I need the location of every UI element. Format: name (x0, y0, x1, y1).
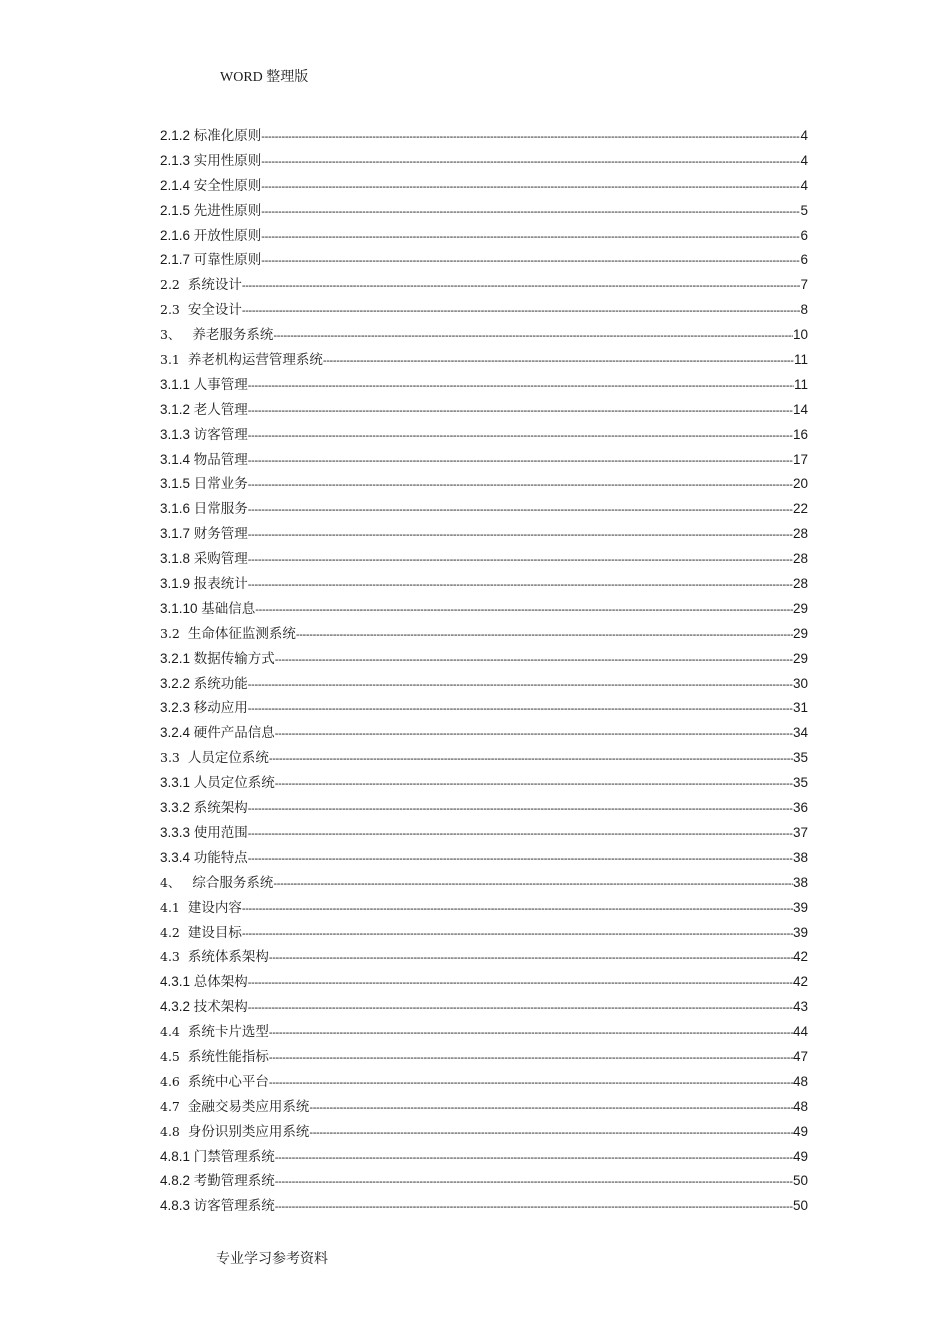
toc-entry-label (160, 1120, 309, 1140)
toc-entry-title: 数据传输方式 (193, 650, 275, 667)
toc-entry[interactable] (160, 572, 808, 597)
toc-leader-dashes (261, 255, 800, 267)
toc-entry-title: 养老服务系统 (192, 327, 274, 344)
toc-entry-title: 系统设计 (187, 277, 242, 294)
toc-entry-label (160, 597, 255, 617)
toc-leader-dashes (248, 703, 793, 715)
toc-entry-page-number: 35 (792, 775, 808, 791)
toc-entry-page-number: 28 (792, 526, 808, 542)
toc-entry-title: 开放性原则 (193, 227, 262, 244)
toc-entry-label (160, 846, 248, 866)
toc-entry-label (160, 1070, 269, 1090)
toc-entry[interactable] (160, 273, 808, 298)
toc-leader-dashes (248, 380, 794, 392)
toc-entry-number: 3.3.3 (160, 824, 194, 840)
toc-leader-dashes (261, 131, 800, 143)
toc-entry[interactable] (160, 348, 808, 373)
toc-entry-label (160, 448, 248, 468)
toc-entry[interactable] (160, 896, 808, 921)
toc-entry-page-number: 49 (792, 1123, 808, 1139)
toc-entry-page-number: 47 (792, 1048, 808, 1064)
toc-entry-number: 3.3.4 (160, 849, 194, 865)
toc-entry-number: 4.3.1 (160, 974, 194, 990)
toc-leader-dashes (248, 405, 793, 417)
toc-entry-title: 访客管理系统 (193, 1198, 275, 1215)
toc-entry-page-number: 38 (792, 849, 808, 865)
toc-leader-dashes (296, 629, 793, 641)
toc-entry-label (160, 298, 242, 318)
toc-entry-title: 总体架构 (193, 974, 248, 991)
toc-entry-label (160, 771, 275, 791)
toc-entry-page-number: 42 (792, 974, 808, 990)
toc-leader-dashes (275, 778, 793, 790)
toc-entry-number: 4.4 (160, 1024, 188, 1040)
toc-entry-page-number: 42 (792, 949, 808, 965)
toc-entry-title: 建设内容 (187, 899, 242, 916)
toc-entry-number: 3.1.3 (160, 426, 194, 442)
toc-entry-number: 4.8.3 (160, 1198, 194, 1214)
toc-entry[interactable] (160, 746, 808, 771)
toc-entry-page-number: 17 (792, 451, 808, 467)
toc-entry-label (160, 423, 248, 443)
toc-entry-number: 4.1 (160, 899, 188, 915)
toc-entry-label (160, 696, 248, 716)
toc-leader-dashes (242, 928, 793, 940)
toc-entry-number: 4.3 (160, 949, 188, 965)
toc-leader-dashes (275, 728, 793, 740)
toc-entry[interactable] (160, 1070, 808, 1095)
toc-entry-title: 安全性原则 (193, 177, 262, 194)
toc-entry-label (160, 124, 261, 144)
toc-leader-dashes (269, 952, 793, 964)
toc-entry-title: 门禁管理系统 (193, 1148, 275, 1165)
toc-entry-number: 3.2.1 (160, 650, 194, 666)
toc-entry-page-number: 50 (792, 1198, 808, 1214)
toc-entry-title: 生命体征监测系统 (187, 625, 296, 642)
toc-entry-number: 4.2 (160, 924, 188, 940)
toc-entry[interactable] (160, 497, 808, 522)
toc-entry-label (160, 821, 248, 841)
toc-entry-label (160, 970, 248, 990)
toc-entry-label (160, 746, 269, 766)
toc-entry-number: 4.8.1 (160, 1148, 194, 1164)
toc-entry-number: 2.1.5 (160, 202, 194, 218)
toc-entry-page-number: 14 (792, 401, 808, 417)
toc-entry[interactable] (160, 1120, 808, 1145)
toc-entry-page-number: 49 (792, 1148, 808, 1164)
toc-entry-page-number: 4 (800, 128, 808, 143)
toc-entry-title: 可靠性原则 (193, 252, 262, 269)
toc-entry-label (160, 273, 242, 293)
toc-leader-dashes (248, 1002, 793, 1014)
toc-entry-title: 人员定位系统 (187, 750, 269, 767)
toc-entry-title: 金融交易类应用系统 (187, 1098, 310, 1115)
toc-entry[interactable] (160, 174, 808, 199)
toc-entry[interactable] (160, 1095, 808, 1120)
toc-entry-number: 3.1.7 (160, 526, 194, 542)
toc-entry-title: 系统卡片选型 (187, 1024, 269, 1041)
toc-entry-title: 人员定位系统 (193, 775, 275, 792)
toc-entry-number: 3.3.1 (160, 775, 194, 791)
toc-leader-dashes (261, 231, 800, 243)
toc-entry-label (160, 1169, 275, 1189)
toc-entry-number: 4.7 (160, 1098, 188, 1114)
toc-entry-number: 3.1.10 (160, 600, 202, 616)
toc-entry[interactable] (160, 846, 808, 871)
toc-entry-number: 2.1.3 (160, 152, 194, 168)
toc-entry-label (160, 373, 248, 393)
toc-entry-number: 3.1.2 (160, 401, 194, 417)
toc-entry-number: 3.1.5 (160, 476, 194, 492)
toc-entry-label (160, 1095, 309, 1115)
toc-leader-dashes (242, 305, 801, 317)
toc-entry-label (160, 472, 248, 492)
toc-entry[interactable] (160, 970, 808, 995)
toc-entry-title: 物品管理 (193, 451, 248, 468)
toc-entry-title: 安全设计 (187, 302, 242, 319)
toc-entry-title: 身份识别类应用系统 (187, 1123, 310, 1140)
toc-entry-page-number: 38 (792, 874, 808, 890)
toc-entry-title: 技术架构 (193, 999, 248, 1016)
toc-entry-page-number: 28 (792, 551, 808, 567)
toc-entry-page-number: 6 (800, 252, 808, 268)
toc-entry-label (160, 672, 248, 692)
toc-entry-page-number: 6 (800, 227, 808, 243)
toc-leader-dashes (275, 1152, 793, 1164)
toc-entry-title: 系统功能 (193, 675, 248, 692)
toc-entry-label (160, 622, 296, 642)
toc-leader-dashes (248, 679, 793, 691)
toc-entry-label (160, 199, 261, 219)
toc-leader-dashes (255, 604, 793, 616)
toc-leader-dashes (309, 1127, 793, 1139)
toc-entry[interactable] (160, 771, 808, 796)
toc-entry[interactable] (160, 472, 808, 497)
table-of-contents (160, 124, 808, 1219)
toc-leader-dashes (242, 280, 801, 292)
toc-entry-title: 日常服务 (193, 501, 248, 518)
toc-leader-dashes (248, 579, 793, 591)
toc-entry-title: 先进性原则 (193, 202, 262, 219)
toc-entry[interactable] (160, 224, 808, 249)
toc-entry[interactable] (160, 423, 808, 448)
toc-entry-title: 人事管理 (193, 376, 248, 393)
toc-entry[interactable] (160, 1169, 808, 1194)
toc-entry-number: 3.1 (160, 352, 188, 368)
toc-entry[interactable] (160, 323, 808, 348)
toc-leader-dashes (248, 479, 793, 491)
toc-entry-page-number: 10 (792, 327, 808, 343)
toc-entry-page-number: 8 (800, 302, 808, 318)
toc-entry-page-number: 4 (800, 152, 808, 168)
toc-entry-page-number: 4 (800, 177, 808, 193)
toc-entry[interactable] (160, 921, 808, 946)
toc-entry[interactable] (160, 398, 808, 423)
toc-entry-label (160, 796, 248, 816)
toc-entry-page-number: 48 (792, 1098, 808, 1114)
toc-entry-label (160, 647, 275, 667)
toc-entry-label (160, 1020, 269, 1040)
toc-entry-number: 4.3.2 (160, 999, 194, 1015)
toc-entry-number: 3.2.4 (160, 725, 194, 741)
toc-entry-page-number: 43 (792, 999, 808, 1015)
toc-entry-label (160, 1145, 275, 1165)
toc-leader-dashes (248, 504, 793, 516)
page-footer: 专业学习参考资料 (216, 1251, 328, 1267)
toc-entry-title: 实用性原则 (193, 152, 262, 169)
toc-entry-label (160, 248, 261, 268)
toc-entry-title: 养老机构运营管理系统 (187, 352, 323, 369)
toc-entry[interactable] (160, 871, 808, 896)
toc-entry-title: 建设目标 (187, 924, 242, 941)
toc-leader-dashes (261, 206, 800, 218)
toc-entry-title: 使用范围 (193, 824, 248, 841)
toc-entry[interactable] (160, 248, 808, 273)
toc-leader-dashes (273, 878, 793, 890)
toc-entry[interactable] (160, 696, 808, 721)
toc-leader-dashes (273, 330, 793, 342)
toc-leader-dashes (248, 430, 793, 442)
toc-leader-dashes (269, 1027, 793, 1039)
toc-entry-page-number: 11 (793, 352, 808, 368)
toc-leader-dashes (269, 753, 793, 765)
toc-leader-dashes (248, 803, 793, 815)
toc-entry-label (160, 323, 273, 343)
toc-entry-number: 2.1.7 (160, 252, 194, 268)
toc-entry-number: 4.8 (160, 1123, 188, 1139)
toc-entry-label (160, 945, 269, 965)
toc-entry-page-number: 7 (800, 277, 808, 293)
toc-entry-label (160, 547, 248, 567)
toc-entry-number: 3.2.3 (160, 700, 194, 716)
toc-entry-number: 3.1.6 (160, 501, 194, 517)
toc-entry[interactable] (160, 124, 808, 149)
toc-entry[interactable] (160, 721, 808, 746)
toc-entry[interactable] (160, 995, 808, 1020)
toc-entry-number: 2.1.6 (160, 227, 194, 243)
toc-entry-number: 3.2.2 (160, 675, 194, 691)
toc-entry[interactable] (160, 796, 808, 821)
toc-entry-page-number: 39 (792, 899, 808, 915)
toc-entry-number: 4.5 (160, 1048, 188, 1064)
toc-entry-page-number: 34 (792, 725, 808, 741)
toc-entry-title: 功能特点 (193, 849, 248, 866)
toc-leader-dashes (248, 853, 793, 865)
toc-entry-page-number: 29 (792, 625, 808, 641)
toc-leader-dashes (248, 977, 793, 989)
toc-entry[interactable] (160, 1145, 808, 1170)
toc-entry-title: 考勤管理系统 (193, 1173, 275, 1190)
toc-entry[interactable] (160, 149, 808, 174)
toc-entry-title: 系统性能指标 (187, 1048, 269, 1065)
toc-entry[interactable] (160, 672, 808, 697)
toc-entry-page-number: 44 (792, 1024, 808, 1040)
toc-entry-page-number: 29 (792, 600, 808, 616)
toc-entry[interactable] (160, 1020, 808, 1045)
toc-entry-page-number: 20 (792, 476, 808, 492)
toc-entry-page-number: 5 (800, 202, 808, 218)
toc-entry-title: 硬件产品信息 (193, 725, 275, 742)
toc-entry-page-number: 48 (792, 1073, 808, 1089)
toc-entry-number: 3.3.2 (160, 800, 194, 816)
toc-entry-title: 日常业务 (193, 476, 248, 493)
toc-entry-title: 系统架构 (193, 800, 248, 817)
toc-entry-label (160, 224, 261, 244)
toc-entry[interactable] (160, 597, 808, 622)
toc-entry-number: 2.1.2 (160, 128, 194, 143)
toc-entry-page-number: 11 (793, 376, 808, 392)
toc-entry[interactable] (160, 547, 808, 572)
toc-entry[interactable] (160, 647, 808, 672)
toc-leader-dashes (242, 903, 793, 915)
toc-entry-title: 老人管理 (193, 401, 248, 418)
toc-entry-title: 综合服务系统 (192, 874, 274, 891)
toc-entry-number: 4.6 (160, 1073, 188, 1089)
toc-entry[interactable] (160, 945, 808, 970)
toc-entry[interactable] (160, 522, 808, 547)
toc-entry-label (160, 1194, 275, 1214)
toc-entry-page-number: 28 (792, 576, 808, 592)
toc-entry-page-number: 31 (792, 700, 808, 716)
toc-entry-number: 3.3 (160, 750, 188, 766)
toc-entry-label (160, 721, 275, 741)
toc-entry[interactable] (160, 199, 808, 224)
toc-entry-number: 3.1.4 (160, 451, 194, 467)
toc-entry-label (160, 572, 248, 592)
toc-entry-number: 3.1.8 (160, 551, 194, 567)
toc-leader-dashes (275, 654, 793, 666)
toc-entry[interactable] (160, 298, 808, 323)
toc-leader-dashes (248, 828, 793, 840)
toc-entry-label (160, 522, 248, 542)
toc-entry-title: 标准化原则 (193, 128, 262, 144)
toc-entry[interactable] (160, 1194, 808, 1219)
toc-entry-number: 3.2 (160, 625, 188, 641)
toc-entry-title: 移动应用 (193, 700, 248, 717)
toc-leader-dashes (261, 181, 800, 193)
toc-leader-dashes (275, 1201, 793, 1213)
toc-leader-dashes (269, 1052, 793, 1064)
toc-entry[interactable] (160, 448, 808, 473)
toc-leader-dashes (248, 455, 793, 467)
toc-entry-title: 访客管理 (193, 426, 248, 443)
toc-entry-label (160, 174, 261, 194)
toc-entry-page-number: 30 (792, 675, 808, 691)
toc-entry-page-number: 22 (792, 501, 808, 517)
toc-entry-label (160, 1045, 269, 1065)
toc-entry-label (160, 398, 248, 418)
toc-entry-number: 3.1.9 (160, 576, 194, 592)
toc-entry-number: 2.2 (160, 277, 188, 293)
toc-entry-label (160, 871, 273, 891)
toc-entry-number: 4.8.2 (160, 1173, 194, 1189)
toc-entry-title: 基础信息 (201, 600, 256, 617)
toc-entry-title: 报表统计 (193, 576, 248, 593)
toc-entry-label (160, 149, 261, 169)
toc-leader-dashes (248, 554, 793, 566)
toc-entry-number: 4、 (160, 874, 193, 890)
toc-entry-label (160, 896, 242, 916)
toc-entry-number: 2.3 (160, 302, 188, 318)
toc-entry-page-number: 16 (792, 426, 808, 442)
toc-entry[interactable] (160, 373, 808, 398)
toc-entry-page-number: 39 (792, 924, 808, 940)
toc-entry-page-number: 37 (792, 824, 808, 840)
toc-entry-label (160, 348, 323, 368)
toc-entry-label (160, 497, 248, 517)
toc-entry-title: 系统中心平台 (187, 1073, 269, 1090)
toc-entry-label (160, 921, 242, 941)
toc-entry-number: 3、 (160, 327, 193, 343)
toc-entry-page-number: 36 (792, 800, 808, 816)
toc-leader-dashes (309, 1102, 793, 1114)
toc-entry-title: 采购管理 (193, 551, 248, 568)
toc-entry[interactable] (160, 1045, 808, 1070)
toc-entry-page-number: 29 (792, 650, 808, 666)
page-header: WORD 整理版 (220, 70, 309, 85)
toc-leader-dashes (323, 355, 794, 367)
toc-entry[interactable] (160, 622, 808, 647)
toc-entry-page-number: 50 (792, 1173, 808, 1189)
toc-entry-number: 2.1.4 (160, 177, 194, 193)
toc-entry-number: 3.1.1 (160, 376, 194, 392)
toc-entry-title: 财务管理 (193, 526, 248, 543)
toc-leader-dashes (275, 1176, 793, 1188)
toc-entry-page-number: 35 (792, 750, 808, 766)
toc-leader-dashes (248, 529, 793, 541)
toc-entry-label (160, 995, 248, 1015)
toc-leader-dashes (261, 156, 800, 168)
toc-leader-dashes (269, 1077, 793, 1089)
toc-entry-title: 系统体系架构 (187, 949, 269, 966)
toc-entry[interactable] (160, 821, 808, 846)
